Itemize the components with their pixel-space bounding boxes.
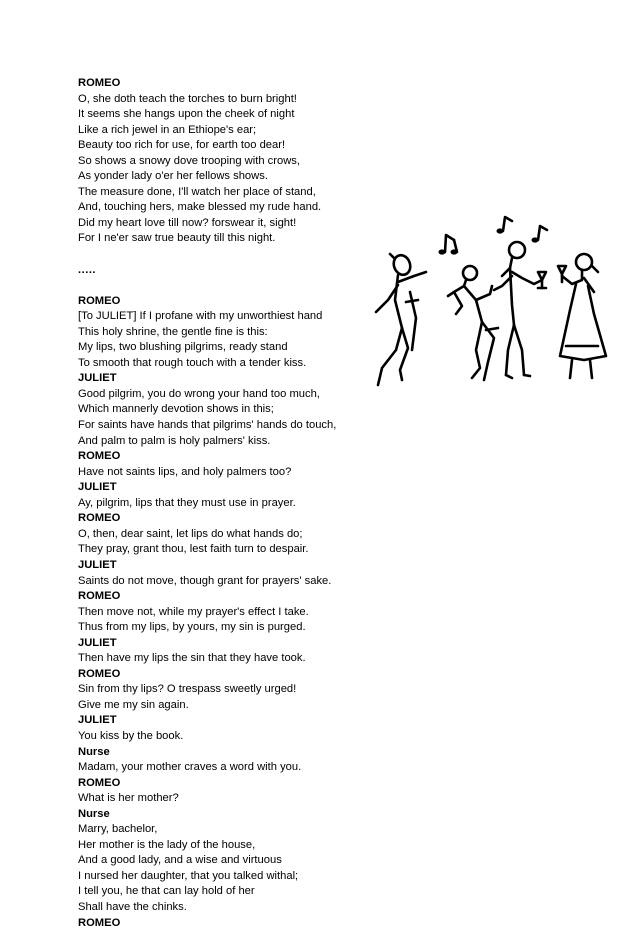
dialogue-line: I tell you, he that can lay hold of her <box>78 885 255 898</box>
dialogue-line: Thus from my lips, by yours, my sin is purged. <box>78 621 306 634</box>
speaker-name: ROMEO <box>78 776 121 789</box>
dancer-figure-1 <box>376 253 426 385</box>
dancer-figure-4 <box>558 254 606 378</box>
dialogue-line: Then move not, while my prayer's effect I take. <box>78 605 309 618</box>
dialogue-line: The measure done, I'll watch her place of stand, <box>78 185 316 198</box>
dialogue-line: O, then, dear saint, let lips do what hands do; <box>78 527 303 540</box>
dialogue-line: And a good lady, and a wise and virtuous <box>78 854 282 867</box>
blank-line <box>78 247 378 263</box>
dialogue-line: And palm to palm is holy palmers' kiss. <box>78 434 271 447</box>
speaker-name: ROMEO <box>78 450 121 463</box>
speaker-name: ROMEO <box>78 77 121 89</box>
dancer-figure-2 <box>448 266 498 380</box>
speaker-name: ROMEO <box>78 512 121 525</box>
speaker-name: JULIET <box>78 372 117 385</box>
speaker-name: JULIET <box>78 714 117 727</box>
dialogue-line: What is her mother? <box>78 792 179 805</box>
dialogue-line: This holy shrine, the gentle fine is this: <box>78 325 268 338</box>
dialogue-line: As yonder lady o'er her fellows shows. <box>78 170 268 183</box>
dialogue-line: Give me my sin again. <box>78 698 189 711</box>
speaker-name: JULIET <box>78 558 117 571</box>
dialogue-line: Did my heart love till now? forswear it, sight! <box>78 216 297 229</box>
scene-separator: ..... <box>78 263 97 276</box>
speaker-name: Nurse <box>78 807 110 820</box>
dialogue-line: So shows a snowy dove trooping with crows, <box>78 154 300 167</box>
dialogue-line: My lips, two blushing pilgrims, ready stand <box>78 341 288 354</box>
dialogue-line: For I ne'er saw true beauty till this night. <box>78 232 276 245</box>
dialogue-line: Sin from thy lips? O trespass sweetly urged! <box>78 683 297 696</box>
speaker-name: JULIET <box>78 481 117 494</box>
dialogue-line: Her mother is the lady of the house, <box>78 838 256 851</box>
dialogue-line: They pray, grant thou, lest faith turn to despair. <box>78 543 309 556</box>
dialogue-line: It seems she hangs upon the cheek of night <box>78 108 295 121</box>
speaker-name: Nurse <box>78 745 110 758</box>
dancer-figure-3 <box>494 242 546 378</box>
music-note-icon <box>497 217 513 234</box>
script-text <box>78 76 378 931</box>
dialogue-line: Ay, pilgrim, lips that they must use in prayer. <box>78 496 296 509</box>
dialogue-line: [To JULIET] If I profane with my unworthiest hand <box>78 310 323 323</box>
dialogue-line: For saints have hands that pilgrims' hands do touch, <box>78 419 337 432</box>
blank-line <box>78 278 378 294</box>
dialogue-line: Saints do not move, though grant for prayers' sake. <box>78 574 332 587</box>
dialogue-line: Beauty too rich for use, for earth too dear! <box>78 139 286 152</box>
speaker-name: JULIET <box>78 636 117 649</box>
dialogue-line: I nursed her daughter, that you talked withal; <box>78 869 299 882</box>
speaker-name: ROMEO <box>78 916 121 929</box>
dialogue-line: Shall have the chinks. <box>78 900 187 913</box>
music-note-icon <box>532 226 548 243</box>
dialogue-line: O, she doth teach the torches to burn bright! <box>78 92 297 105</box>
dialogue-line: To smooth that rough touch with a tender kiss. <box>78 356 307 369</box>
dancing-party-illustration <box>362 210 612 405</box>
speaker-name: ROMEO <box>78 667 121 680</box>
dialogue-line: Like a rich jewel in an Ethiope's ear; <box>78 123 257 136</box>
dialogue-line: Marry, bachelor, <box>78 823 158 836</box>
dialogue-line: And, touching hers, make blessed my rude hand. <box>78 201 322 214</box>
dialogue-line: Good pilgrim, you do wrong your hand too much, <box>78 387 320 400</box>
speaker-name: ROMEO <box>78 294 121 307</box>
dialogue-line: Madam, your mother craves a word with you. <box>78 761 302 774</box>
dialogue-line: Have not saints lips, and holy palmers too? <box>78 465 292 478</box>
dialogue-line: Then have my lips the sin that they have took. <box>78 652 306 665</box>
dialogue-line: You kiss by the book. <box>78 729 184 742</box>
music-note-icon <box>439 235 458 255</box>
dialogue-line: Which mannerly devotion shows in this; <box>78 403 274 416</box>
speaker-name: ROMEO <box>78 590 121 603</box>
